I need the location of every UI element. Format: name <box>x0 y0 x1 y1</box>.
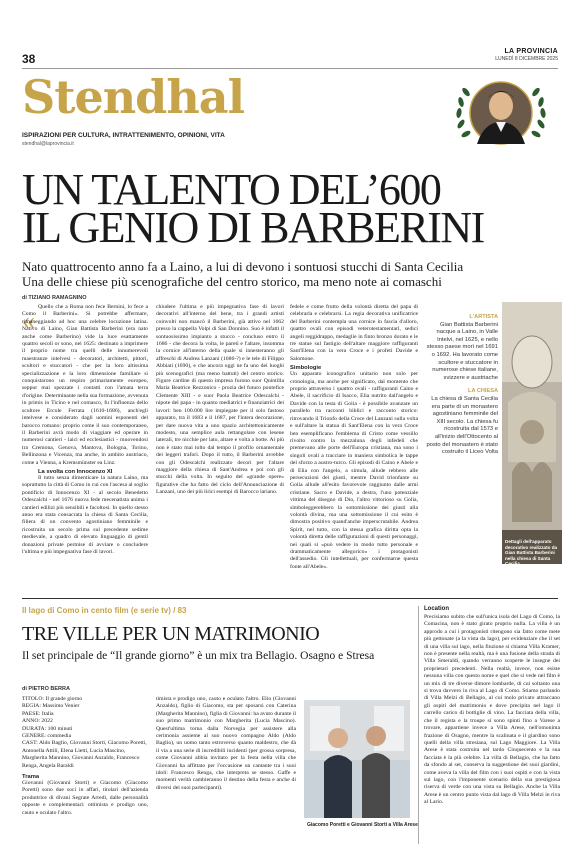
deck-line-1: Nato quattrocento anno fa a Laino, a lui di devono i sontuosi stucchi di Santa Cecilia <box>22 259 464 274</box>
article-column-1 <box>22 304 148 594</box>
column-1-text: Quello che a Roma non fece Bernini, lo fece a Como il Barberini». Si potrebbe affermare, rimaneggiando ad hoc una celebre locuzione latina. Nativo di Laino, Gian Battista Barberini (era nato anche come Barberino) vide la luce esattamente quattro secoli or sono, nel 1625: destinato a imprimere il proprio nome tra quelli delle innumerevoli maestranze intelvesi - decoratori, architetti, pittori, scultori e stuccatori - che per la loro altissima specializzazione e la loro dimensione familiare si conquistarono un respiro primariamente europeo, seppur mai spezzate i contatti con l'amata terra d'origine. Determinante nella sua formazione, avvenuta in primis in Ticino e nel comasco, fu l'influenza dello scultore Ercole Ferrata (1610-1686), anch'egli intelvese e considerato dagli uomini esponenti del barocco romano: proprio come il suo contemporaneo, il Barberini avrà modo di viaggiare ed operare in numerosi cantieri - laici ed ecclesiastici - muovendosi tra Cremona, Genova, Mantova, Bologna, Torino, Bellinzona e Vicenza, ma anche, in ambito austriaco, come a Vienna, a Kremsmünster ea Linz. <box>22 304 148 466</box>
masthead <box>495 48 558 62</box>
subhead-innocenzo: La svolta con Innocenzo XI <box>38 468 113 475</box>
trama-heading: Trama <box>22 774 40 781</box>
actors-photo <box>304 700 410 818</box>
stendhal-portrait-wreath <box>444 76 558 148</box>
column-1b-text: Il tutto senza dimenticare la natura Laino, ma soprattutto la città di Como in cui con l'ascesa al soglio pontificio di Innocenzo XI - al secolo Benedetto Odescalchi - nel 1676 nuova fede mecenatista anima i cantieri edilizi più sensibili e facoltosi. In quello stesso anno era stata consacrata la chiesa di Santa Cecilia, filiera di un convento agostiniano femminile e ricostruita un secolo prima sul precedente sedime medievale, a quadro di elevato linguaggio di gentil donazioni private permise di avviare o concludere l'ultima e più impegnativa fase di lavori. <box>22 474 148 555</box>
article2-byline: di PIETRO BERRA <box>22 686 70 692</box>
section-email: stendhal@laprovincia.it <box>22 141 74 147</box>
subhead-simbologie: Simbologie <box>290 365 322 372</box>
location-text: Precisiamo subito che sull'unica isola del Lago di Como, la Comacina, non è stato girato proprio nulla. La villa è un approdo a cui i protagonisti ritengono sia fatto come mete più gettonate (a la vista da lago), per evidenziare che il set di una villa sul lago, nella finzione si chiama Villa Kramer, non è presente nella realtà, ma è una fusione della strada di Villa Smeraldi, quando verranno scoperte le insegne dei proprietari precedenti. Nella realtà, invece, non esiste nessuna villa con questo nome e quel che si vede nel film è un mix di tre diverse dimore lombarde, di cui soltanto una si trova davvero in riva al Lago di Como. Stiamo parlando di Villa Melzi di Bellagio, al cui molo privato attraccano gli ospiti del matrimonio e dove precipita nel lago il carrello carico di bottiglie di vino. La facciata della villa, che il regista e la troupe si sono spinti fino a Varese a trovare, appartiene invece a Villa Arese, nell'omonima frazione di Osagno, mentre la scalinata e il giardino sono quelli della villa stresiana, sul Lago Maggiore. La Villa Arese è stata costruita nel tardo Cinquecento e la sua facciata è la più celebre. La villa di Bellagio, che ha fatto da sfondo al set, conserva la suggestione dei suoi giardini, come aveva la villa del film con i suoi ospiti e con la vista sul lago, con l'imponente scenario della sua prestigiosa riserva di verde con una vista su Bellagio. Anche la Villa Arese è un centro punto vista dal lago di Villa Melzi in riva al Lario. <box>424 614 560 806</box>
article2-column-2-text: timista e prodigo uno, cauto e oculato l'altro. Elio (Giovanni Anzaldo), figlio di Giacomo, sta per sposarsi con Caterina (Margherita Mannino), figlia di Giovanni: ha avuto durante il suo primo matrimonio con Margherita (Lucia Mascino). Quest'ultima torna dalla Norvegia per assistere alla cerimonia assieme al suo nuovo compagno Aldo (Aldo Baglio), un uomo tanto estroverso quanto maldestro, che dà il via a una serie di incredibili incidenti (per grossa sorpresa, come Giovanni abbia invitato per la festa nella villa che Giovanni ha affittato per l'occasione un cantante tra i suoi idoli: Francesco Renga, che interpreta se stesso. Gaffe e momenti verità cambieranno il destino della festa e anche di diversi dei suoi partecipanti). <box>156 696 296 791</box>
actors-photo-caption: Giacomo Poretti e Giovanni Storti a Villa Arese <box>307 822 418 828</box>
column-3-text: fedele e come frutto della volontà diretta del papa di celebrarla e celebrarsi. La regia decorativa unificatrice del Barberini contempla una cornice in fascia d'alloro, quattro ovali con episodi veterotestamentari, sedici angeli reggidrappo, medaglie in finto bronzo dorato e le tre statue sul fastigio dell'altare maggiore raffiguranti Sant'Elena con la vera Croce e i profeti Davide e Salomone. <box>290 304 418 362</box>
church-photo-caption: Dettagli dell'apparato decorativo realizzato da Gian Battista Barberini nella chiesa di Santa Cecilia <box>505 539 558 567</box>
fact-duration: DURATA: 100 minuti <box>22 725 73 732</box>
fact-genre: GENERE: commedia <box>22 733 72 740</box>
church-stucco-photo <box>502 302 562 564</box>
headline-line-1: UN TALENTO DEL’600 <box>22 165 441 214</box>
deck-line-2: Una delle chiese più scenografiche del centro storico, ma meno note ai comaschi <box>22 274 442 289</box>
opening-quote-mark: « <box>22 306 35 335</box>
fact-director: REGIA: Massimo Venier <box>22 703 80 710</box>
location-column <box>424 614 560 844</box>
sidebar-info <box>424 304 498 457</box>
column-2-text: chiudere l'ultima e più impegnativa fase di lavori decorativi all'interno del bene, tra i grandi artisti coinvolti non mancò il Barberini, già attivo nel 1662 presso la cappella Volpi di San Donnino. Suo è infatti il sontuosissimo impianto a stucco - concluso entro il 1686 - che decora la volta, le pareti e l'altare, insomma la cornice all'interno della quale si innesteranno gli affreschi di Andrea Lanzani (1686-?) e le tele di Filippo Abbiati (1690), e che ancora oggi ne fa uno dei luoghi più scenografici (ma meno battuti) del centro storico. Figure cardine di questo impresa furono suor Quintilla Maria Beatrice Rezzonico - prozia del futuro pontefice Clemente XIII - e suor Paola Beatrice Odescalchi - nipote del papa - in quanto mediatrici e finanziatrici dei lavori: ben 100.000 lire impiegate per il solo fastoso apparato, tra il 1683 e il 1687, per l'intera decorazione, per dare nuova vita a uno spazio architettonicamente modesto, una semplice aula rettangolare con lesene laterali, tre nicchie per lato, altare e volta a botte. Ai più non è stato mai tolto dal tempo il profilo ornamentale dei leggeri trafori. Dopo il tutto, il Barberini avrebbe con gli Odescalchi realizzato decori per l'altare maggiore della chiesa di Sant'Andrea e poi con gli stucchi della volta. In seguito del «grande opere» figurative che ha fatto del ciclo dell'Annunciazione di Lanzani, uno dei più lirici esempi di Barocco lariano. <box>156 304 284 496</box>
sidebar-heading-church: LA CHIESA <box>468 388 498 395</box>
section-tagline: ISPIRAZIONI PER CULTURA, INTRATTENIMENTO, OPINIONI, VITA <box>22 132 225 139</box>
trama-text: Giovanni (Giovanni Storti) e Giacomo (Giacomo Poretti) sono due soci in affari, titolari dell'azienda produttrice di divani Segrate Arredi, dalle personalità opposte e complementari: ottimista e prodigo uno, cauto e oculato l'altro. <box>22 780 148 816</box>
article2-headline: TRE VILLE PER UN MATRIMONIO <box>22 623 320 645</box>
section-divider <box>22 598 558 599</box>
sidebar-text-church: La chiesa di Santa Cecilia era parte di un monastero agostiniano femminile del XIII secolo. La chiesa fu ricostruita dal 1573 e all'inizio dell'Ottocento al posto del monastero è stato costruito il Liceo Volta <box>426 395 498 456</box>
fact-country: PAESE: Italia <box>22 710 54 717</box>
issue-date: LUNEDÌ 8 DICEMBRE 2025 <box>495 56 558 62</box>
fact-year: ANNO: 2022 <box>22 718 53 725</box>
article-column-2 <box>156 304 284 594</box>
column-3b-text: Un apparato iconografico unitario non solo per cronologia, ma anche per significato, dal momento che proprio attraverso i quattro ovali - raffiguranti Caino e Abele, il sacrificio di Isacco, Elia nutrito dall'angelo e Davide con la testa di Golia - è possibile avanzare un parallelo tra racconti biblici e racconto storico: ritrovando il Trionfo della Croce del Lanzani sulla volta e sull'altare la statua di Sant'Elena con la vera Croce ben esemplificano l'emblema di Cristo come vessillo rivolto contro la mezzaluna degli infedeli che premevano alle porte dell'Europa cristiana, ma sono i singoli ovali a tracciare in maniera simbolica le tappe del sforzo a austro-turco. Gli episodi di Caino e Abele e di Elia con l'angelo, a simula, allude rebbero alle persecuzioni dei giusti, mentre David trionfante su Golia allude all'esito favorevole raggiunto dalle armi cristiane. Sacro e Davide, a destra, l'uno potenziale vittima del disegno di Dio, l'altro vittorioso su Golia, simboleggerebbero la sottomissione dei giusti alla volontà divina, ma una sottomissione il cui esito è dimostra positivo quand'anche imperscrutabile. Andrea Spirit, nel tutto, con la stessa grafica diritta opta la volontà diretta delle raffigurazioni di questi personaggi, nei quali si «può vedere in modo tutto personale e drammaticamente allegorico» i protagonisti dell'assedio. Gli intellettuali, per confermarne questa fonte all'Abele». <box>290 371 418 570</box>
column-divider <box>418 606 419 844</box>
headline-line-2: IL GENIO DI BARBERINI <box>22 203 484 252</box>
byline: di TIZIANO RAMAGNINO <box>22 295 87 301</box>
fact-cast: CAST: Aldo Baglio, Giovanni Storti, Giacomo Poretti, Antonella Attili, Elena Lietti, Lucia Mascino, Margherita Mannino, Giovanni Anzaldo, Francesco Renga, Angela Baraldi <box>22 740 147 769</box>
header-rule <box>22 68 558 69</box>
sidebar-heading-artist: L'ARTISTA <box>469 314 498 320</box>
sidebar-text-artist: Gian Battista Barberini nacque a Laino, in Valle Intelvi, nel 1625, e nello stesso paese morì nel 1691 o 1692. Ha lavorato come scultore e stuccatore in numerose chiese italiane, svizzere e austriache <box>426 321 498 381</box>
location-heading: Location <box>424 606 449 612</box>
series-kicker: Il lago di Como in cento film (e serie tv) / 83 <box>22 606 187 615</box>
article2-deck: Il set principale de “Il grande giorno” è un mix tra Bellagio. Osagno e Stresa <box>22 650 375 662</box>
paper-name: LA PROVINCIA <box>504 48 558 55</box>
article-column-3 <box>290 304 418 594</box>
article2-column-2 <box>156 696 296 844</box>
section-title: Stendhal <box>22 70 245 124</box>
page-number: 38 <box>22 52 36 66</box>
film-facts-column <box>22 696 148 844</box>
fact-title: TITOLO: Il grande giorno <box>22 696 83 702</box>
